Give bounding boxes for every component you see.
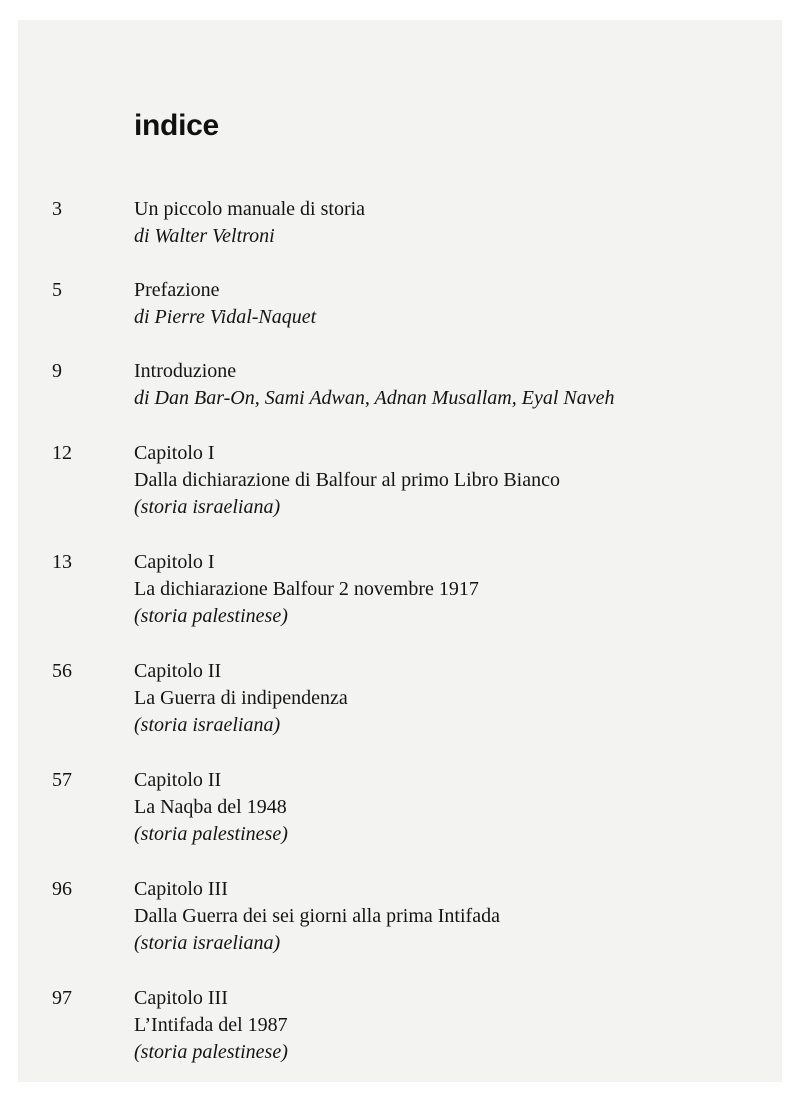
page-number: 96: [52, 878, 72, 900]
toc-entry: [0, 767, 800, 848]
toc-entry: [0, 277, 800, 331]
entry-author: di Walter Veltroni: [134, 225, 275, 247]
index-heading: indice: [134, 109, 219, 142]
entry-title: Dalla dichiarazione di Balfour al primo Libro Bianco: [134, 469, 560, 491]
page-number: 57: [52, 769, 72, 791]
toc-entry: [0, 876, 800, 957]
toc-entry: [0, 196, 800, 250]
entry-title: Un piccolo manuale di storia: [134, 198, 366, 220]
entry-note: (storia palestinese): [134, 823, 288, 845]
page-number: 13: [52, 551, 72, 573]
entry-chapter: Capitolo II: [134, 769, 222, 791]
entry-chapter: Capitolo II: [134, 660, 222, 682]
entry-note: (storia palestinese): [134, 605, 288, 627]
entry-author: di Pierre Vidal-Naquet: [134, 306, 317, 328]
entry-title: Prefazione: [134, 279, 220, 301]
toc-entry: [0, 658, 800, 739]
toc-entry: [0, 440, 800, 521]
entry-note: (storia israeliana): [134, 496, 281, 518]
entry-title: Dalla Guerra dei sei giorni alla prima Intifada: [134, 905, 500, 927]
entry-chapter: Capitolo III: [134, 878, 228, 900]
entry-chapter: Capitolo III: [134, 987, 228, 1009]
page-number: 97: [52, 987, 72, 1009]
entry-title: Introduzione: [134, 360, 237, 382]
entry-chapter: Capitolo I: [134, 442, 215, 464]
toc-entry: [0, 985, 800, 1066]
entry-note: (storia israeliana): [134, 932, 281, 954]
entry-note: (storia palestinese): [134, 1041, 288, 1063]
toc-entry: [0, 358, 800, 412]
toc-entry: [0, 549, 800, 630]
table-of-contents: [0, 196, 800, 1066]
entry-note: (storia israeliana): [134, 714, 281, 736]
page-number: 12: [52, 442, 72, 464]
page-number: 3: [52, 198, 62, 220]
entry-chapter: Capitolo I: [134, 551, 215, 573]
entry-title: La Naqba del 1948: [134, 796, 287, 818]
entry-title: La Guerra di indipendenza: [134, 687, 348, 709]
entry-title: La dichiarazione Balfour 2 novembre 1917: [134, 578, 479, 600]
page-number: 9: [52, 360, 62, 382]
page-number: 56: [52, 660, 72, 682]
page-number: 5: [52, 279, 62, 301]
entry-author: di Dan Bar-On, Sami Adwan, Adnan Musallam, Eyal Naveh: [134, 387, 615, 409]
entry-title: L’Intifada del 1987: [134, 1014, 288, 1036]
